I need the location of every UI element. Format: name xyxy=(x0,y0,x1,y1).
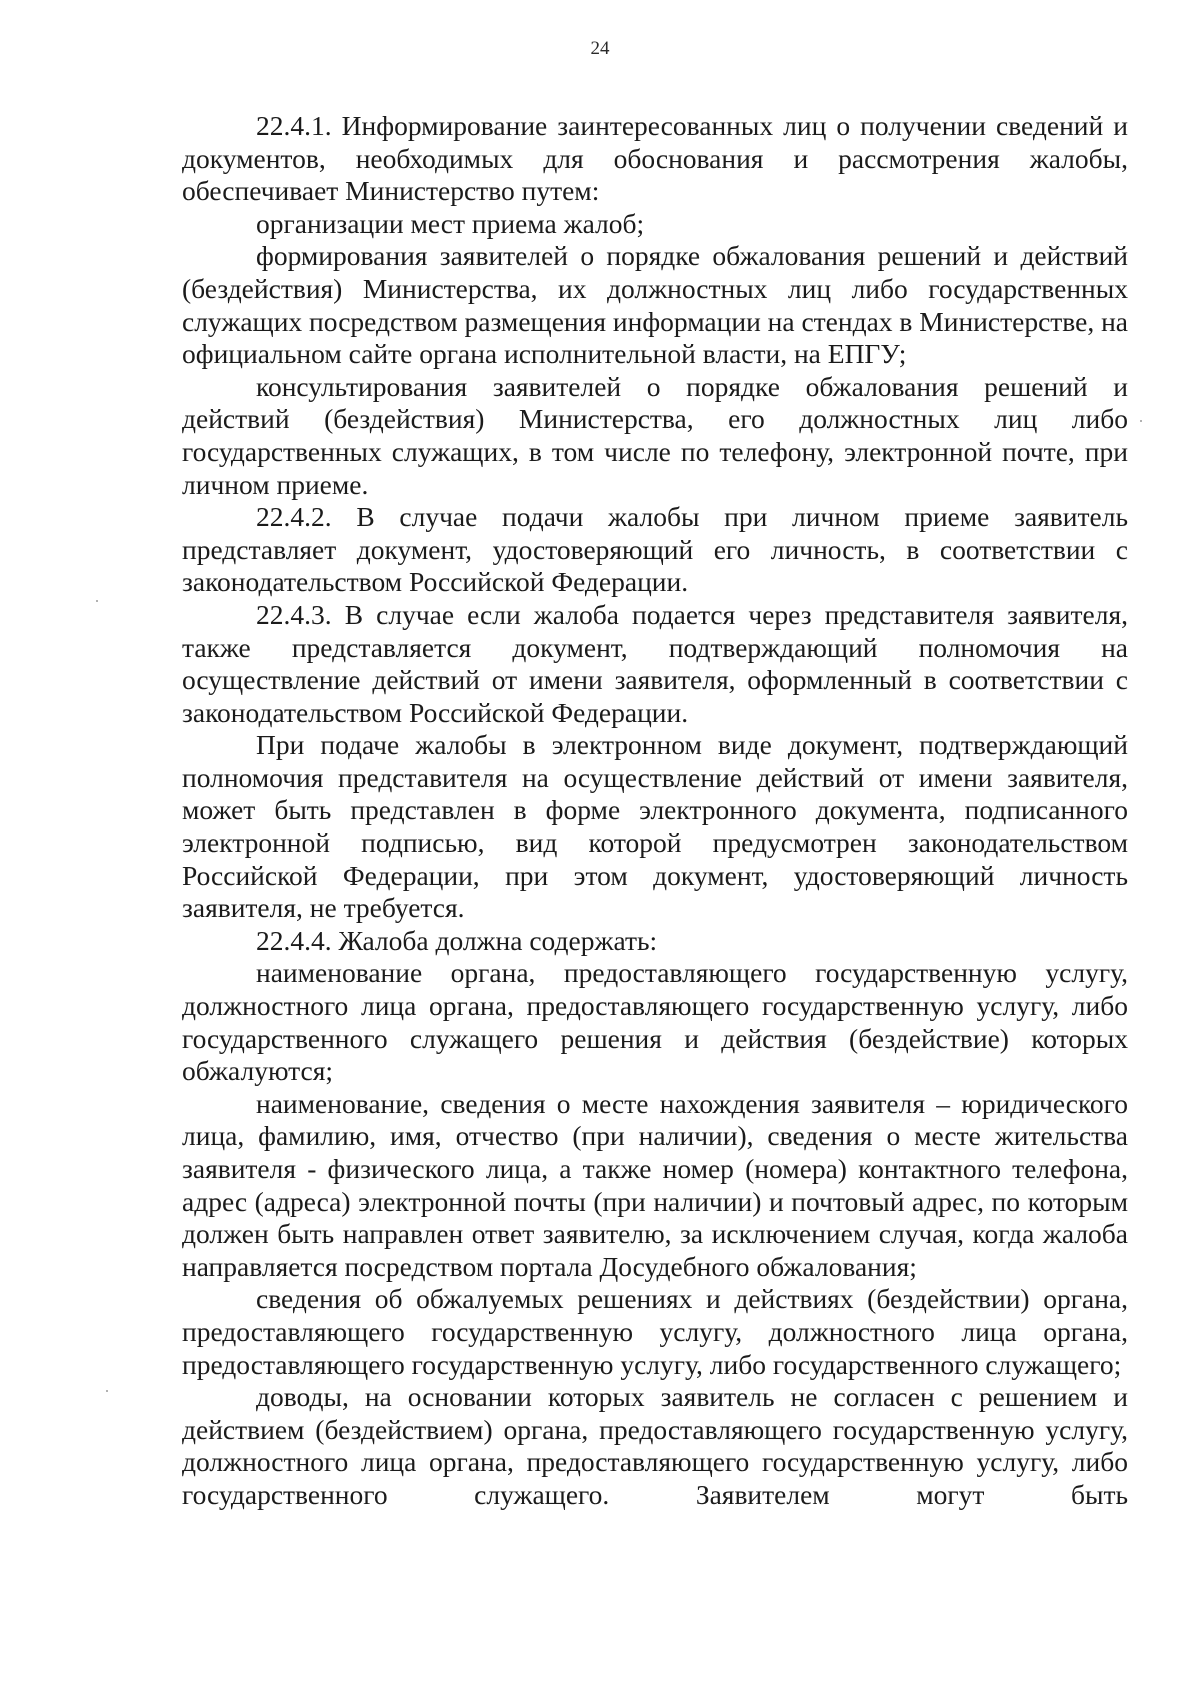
paragraph-appealed-decisions: сведения об обжалуемых решениях и действиях (бездействии) органа, предоставляющего государственную услугу, должностного лица органа, предоставляющего государственную услугу, либо государственного служащего; xyxy=(182,1283,1128,1380)
paragraph-complaint-places: организации мест приема жалоб; xyxy=(256,207,645,239)
paragraph-electronic-submission: При подаче жалобы в электронном виде документ, подтверждающий полномочия представителя на осуществление действий от имени заявителя, может быть представлен в форме электронного документа, подписанного электронной подписью, вид которой предусмотрен законодательством Российской Федерации, при этом документ, удостоверяющий личность заявителя, не требуется. xyxy=(182,729,1128,924)
page-number: 24 xyxy=(590,38,610,59)
paragraph-22-4-1: 22.4.1. Информирование заинтересованных лиц о получении сведений и документов, необходимых для обоснования и рассмотрения жалобы, обеспечивает Министерство путем: xyxy=(182,110,1128,207)
paragraph-applicant-details: наименование, сведения о месте нахождения заявителя – юридического лица, фамилию, имя, отчество (при наличии), сведения о месте жительства заявителя - физического лица, а также номер (номера) контактного телефона, адрес (адреса) электронной почты (при наличии) и почтовый адрес, по которым должен быть направлен ответ заявителю, за исключением случая, когда жалоба направляется посредством портала Досудебного обжалования; xyxy=(182,1087,1128,1282)
scan-speck xyxy=(96,600,98,602)
paragraph-consulting-applicants: консультирования заявителей о порядке обжалования решений и действий (бездействия) Министерства, его должностных лиц либо государственных служащих, в том числе по телефону, электронной почте, при личном приеме. xyxy=(182,370,1128,500)
paragraph-22-4-2: 22.4.2. В случае подачи жалобы при личном приеме заявитель представляет документ, удостоверяющий его личность, в соответствии с законодательством Российской Федерации. xyxy=(182,501,1128,598)
paragraph-authority-name: наименование органа, предоставляющего государственную услугу, должностного лица органа, предоставляющего государственную услугу, либо государственного служащего решения и действия (бездействие) которых обжалуются; xyxy=(182,957,1128,1087)
scan-speck xyxy=(1140,420,1142,422)
paragraph-arguments: доводы, на основании которых заявитель не согласен с решением и действием (бездействием) органа, предоставляющего государственную услугу, должностного лица органа, предоставляющего государственную услугу, либо государственного служащего. Заявителем могут быть xyxy=(182,1381,1128,1510)
scan-speck xyxy=(106,1390,108,1392)
document-body xyxy=(182,110,1128,1512)
paragraph-informing-applicants: формирования заявителей о порядке обжалования решений и действий (бездействия) Министерства, их должностных лиц либо государственных служащих посредством размещения информации на стендах в Министерстве, на официальном сайте органа исполнительной власти, на ЕПГУ; xyxy=(182,240,1128,370)
paragraph-22-4-3: 22.4.3. В случае если жалоба подается через представителя заявителя, также представляется документ, подтверждающий полномочия на осуществление действий от имени заявителя, оформленный в соответствии с законодательством Российской Федерации. xyxy=(182,598,1128,728)
paragraph-22-4-4: 22.4.4. Жалоба должна содержать: xyxy=(256,924,658,956)
